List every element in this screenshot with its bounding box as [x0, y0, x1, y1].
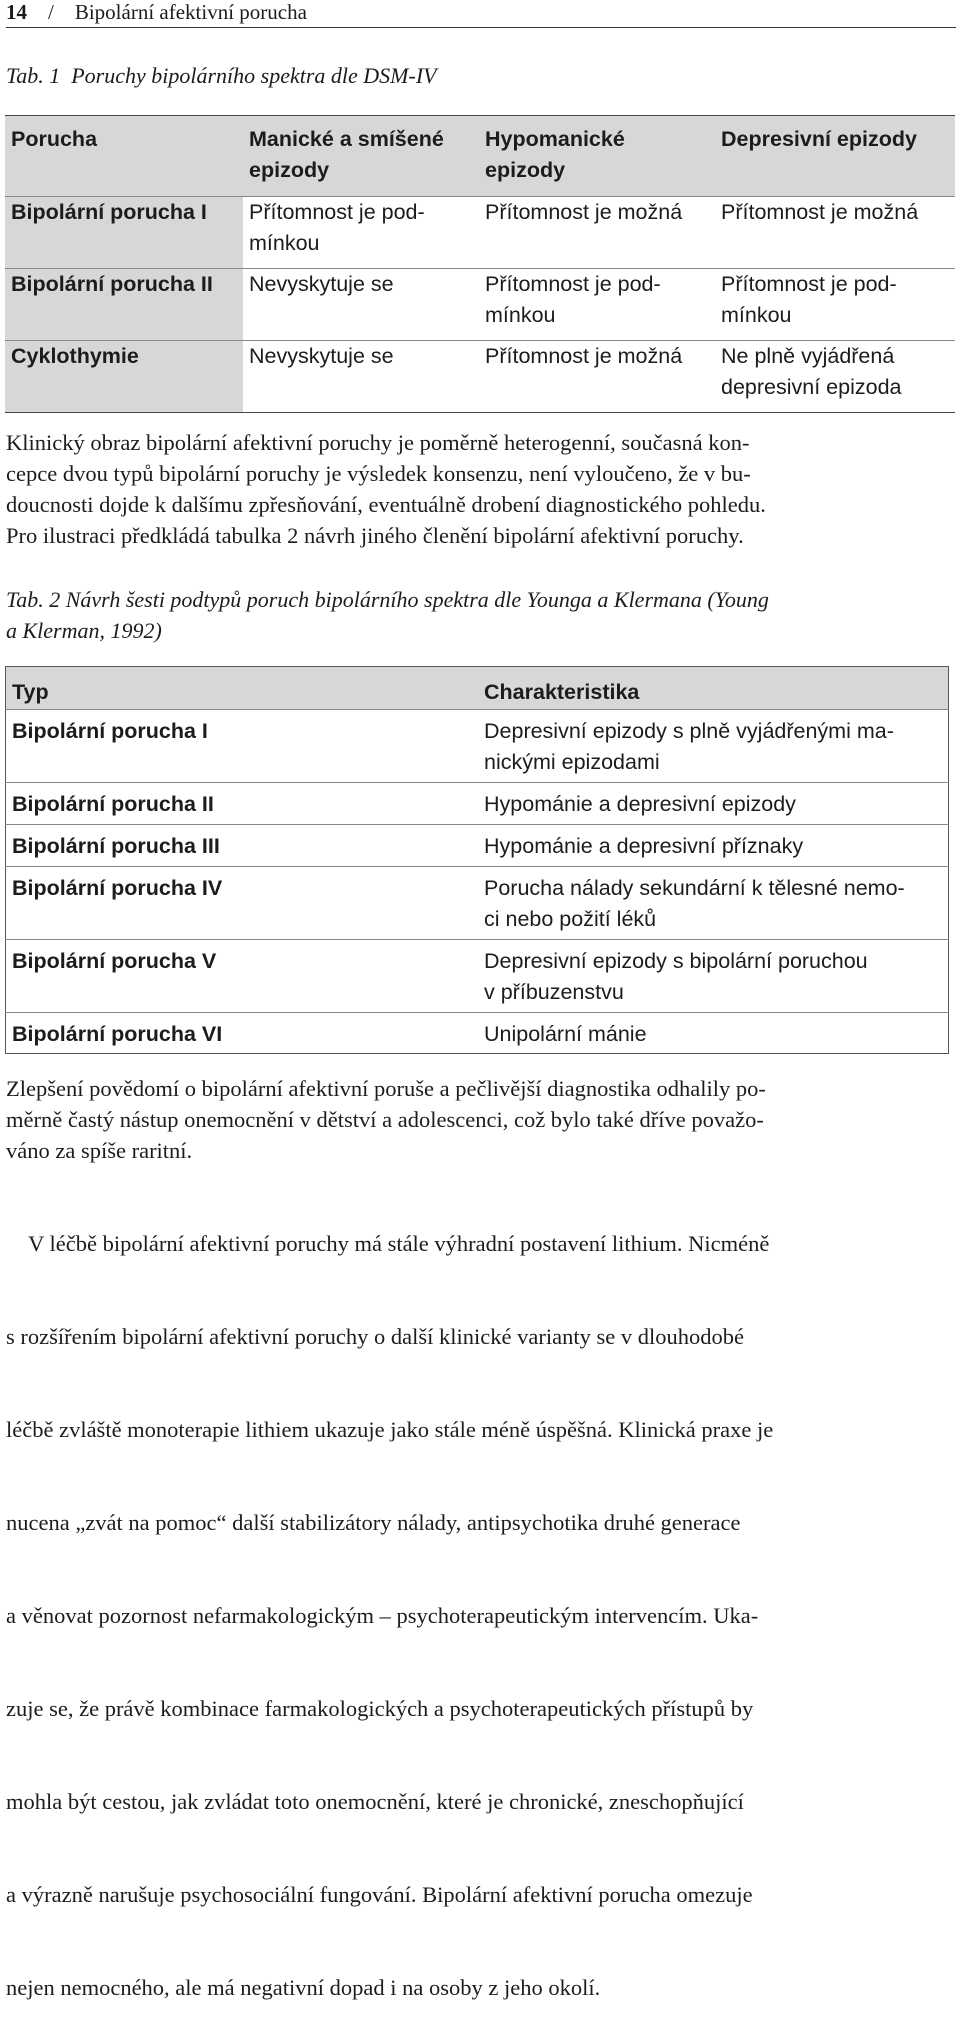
- table2-type-cell: Bipolární porucha VI: [6, 1013, 479, 1054]
- table-cell: Přítomnost je pod- mínkou: [479, 269, 715, 341]
- table-row: [5, 269, 955, 341]
- text-line: a výrazně narušuje psychosociální fungování. Bipolární afektivní porucha omezuje: [6, 1882, 753, 1907]
- table2-caption-line: Návrh šesti podtypů poruch bipolárního spektra dle Younga a Klermana (Young: [65, 587, 769, 612]
- text-line: měrně častý nástup onemocnění v dětství a adolescenci, což bylo také dříve považo-: [6, 1107, 764, 1132]
- table2-caption: [6, 584, 956, 646]
- table-row: [6, 867, 949, 940]
- table1: [5, 115, 955, 413]
- table1-caption: [6, 60, 956, 91]
- table2-header-cell: Charakteristika: [478, 667, 949, 710]
- table2-caption-label: Tab. 2: [6, 587, 61, 612]
- table-cell: Hypománie a depresivní příznaky: [478, 825, 949, 867]
- table-row: [5, 341, 955, 413]
- text-line: Klinický obraz bipolární afektivní poruchy je poměrně heterogenní, současná kon-: [6, 430, 750, 455]
- table1-header-cell: Hypomanické epizody: [479, 116, 715, 197]
- table1-header-cell: Porucha: [5, 116, 243, 197]
- table-cell: Nevyskytuje se: [243, 341, 479, 413]
- table1-header-cell: Depresivní epizody: [715, 116, 955, 197]
- table-row: [6, 940, 949, 1013]
- text-line: Zlepšení povědomí o bipolární afektivní poruše a pečlivější diagnostika odhalily po-: [6, 1076, 766, 1101]
- header-separator: /: [48, 0, 54, 24]
- table-cell: Přítomnost je pod- mínkou: [715, 269, 955, 341]
- text-line: nucena „zvát na pomoc“ další stabilizátory nálady, antipsychotika druhé generace: [6, 1510, 741, 1535]
- table2-header-cell: Typ: [6, 667, 479, 710]
- table1-row-header: Bipolární porucha I: [5, 197, 243, 269]
- table2-header-row: [6, 667, 949, 710]
- text-line: s rozšířením bipolární afektivní poruchy o další klinické varianty se v dlouhodobé: [6, 1324, 744, 1349]
- table-cell: Ne plně vyjádřená depresivní epizoda: [715, 341, 955, 413]
- table-row: [5, 197, 955, 269]
- text-line: zuje se, že právě kombinace farmakologických a psychoterapeutických přístupů by: [6, 1696, 754, 1721]
- table2-type-cell: Bipolární porucha II: [6, 783, 479, 825]
- table2-type-cell: Bipolární porucha I: [6, 710, 479, 783]
- text-line: a věnovat pozornost nefarmakologickým – psychoterapeutickým intervencím. Uka-: [6, 1603, 759, 1628]
- paragraph-3: [6, 1166, 950, 2034]
- table-cell: Porucha nálady sekundární k tělesné nemo- ci nebo požití léků: [478, 867, 949, 940]
- table-row: [6, 1013, 949, 1054]
- table1-row-header: Bipolární porucha II: [5, 269, 243, 341]
- table-cell: Depresivní epizody s bipolární poruchou v příbuzenstvu: [478, 940, 949, 1013]
- table-cell: Přítomnost je možná: [715, 197, 955, 269]
- table1-caption-label: Tab. 1: [6, 63, 61, 88]
- table-cell: Hypománie a depresivní epizody: [478, 783, 949, 825]
- table-cell: Depresivní epizody s plně vyjádřenými ma- nickými epizodami: [478, 710, 949, 783]
- text-line: V léčbě bipolární afektivní poruchy má stále výhradní postavení lithium. Nicméně: [6, 1231, 770, 1256]
- table-cell: Nevyskytuje se: [243, 269, 479, 341]
- table1-header-row: [5, 116, 955, 197]
- table2-caption-line: a Klerman, 1992): [6, 618, 162, 643]
- running-header: [6, 0, 956, 28]
- text-line: cepce dvou typů bipolární poruchy je výsledek konsenzu, není vyloučeno, že v bu-: [6, 461, 751, 486]
- text-line: váno za spíše raritní.: [6, 1138, 193, 1163]
- table-cell: Přítomnost je pod- mínkou: [243, 197, 479, 269]
- paragraph-2: [6, 1073, 950, 1166]
- table1-header-cell: Manické a smíšené epizody: [243, 116, 479, 197]
- table2-type-cell: Bipolární porucha IV: [6, 867, 479, 940]
- table2-type-cell: Bipolární porucha III: [6, 825, 479, 867]
- table2-type-cell: Bipolární porucha V: [6, 940, 479, 1013]
- table-row: [6, 825, 949, 867]
- table-cell: Unipolární mánie: [478, 1013, 949, 1054]
- text-line: mohla být cestou, jak zvládat toto onemocnění, které je chronické, zneschopňující: [6, 1789, 744, 1814]
- text-line: Pro ilustraci předkládá tabulka 2 návrh jiného členění bipolární afektivní poruchy.: [6, 523, 744, 548]
- table1-row-header: Cyklothymie: [5, 341, 243, 413]
- page-number: 14: [6, 0, 27, 24]
- table-row: [6, 783, 949, 825]
- table-row: [6, 710, 949, 783]
- text-line: nejen nemocného, ale má negativní dopad i na osoby z jeho okolí.: [6, 1975, 601, 2000]
- running-title: Bipolární afektivní porucha: [74, 0, 307, 24]
- text-line: doucnosti dojde k dalšímu zpřesňování, eventuálně drobení diagnostického pohledu.: [6, 492, 766, 517]
- table2: [5, 666, 949, 1054]
- table-cell: Přítomnost je možná: [479, 197, 715, 269]
- paragraph-1: [6, 427, 950, 551]
- table1-caption-text: Poruchy bipolárního spektra dle DSM-IV: [71, 63, 437, 88]
- table-cell: Přítomnost je možná: [479, 341, 715, 413]
- text-line: léčbě zvláště monoterapie lithiem ukazuje jako stále méně úspěšná. Klinická praxe je: [6, 1417, 774, 1442]
